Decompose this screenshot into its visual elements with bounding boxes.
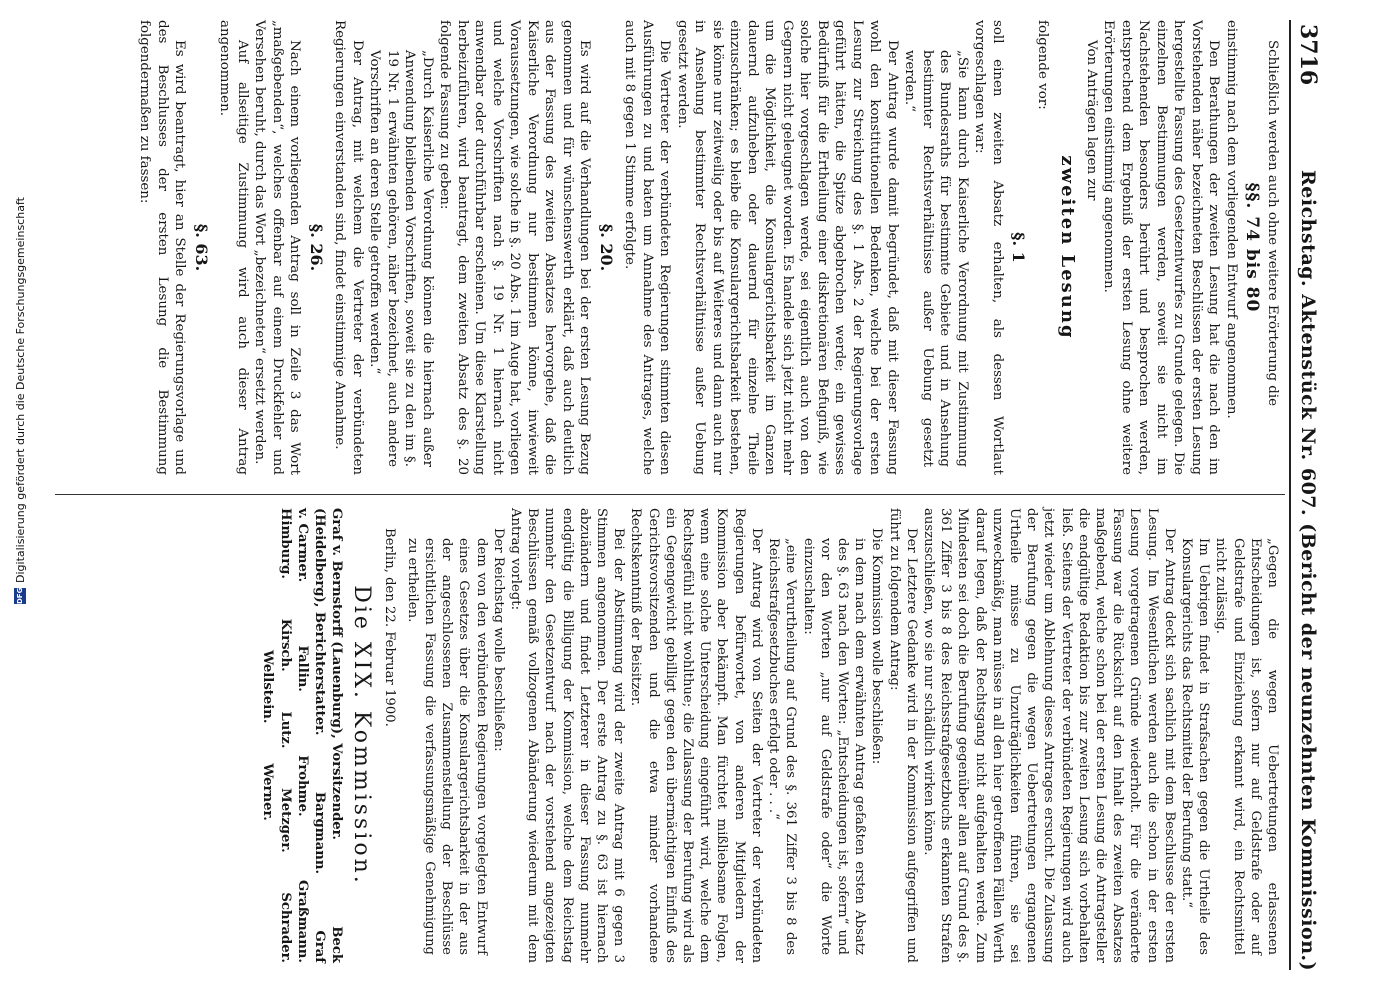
- signature: Werner.: [260, 763, 276, 821]
- left-column: [136, 20, 1281, 475]
- commission-title: Die XIX. Kommission.: [349, 585, 375, 886]
- paragraph: Der Antrag deckt sich sachlich mit dem Beschlusse der ersten Lesung. Im Wesentlichen werden auch die schon in der ersten Lesung vorgetragenen Gründe wiederholt. Für die veränderte Fassung war die Rücksicht auf den Inhalt des zweiten Absatzes maßgebend, welche schon bei der ersten Lesung die Antragsteller die endgültige Redaktion bis zur zweiten Lesung sich vorbehalten ließ. Seitens der Vertreter der verbündeten Regierungen wird auch jetzt wieder um Ablehnung dieses Antrages ersucht. Die Zulassung der Berufung gegen die wegen Uebertretungen ergangenen Urtheile müsse zu Unzuträglichkeiten führen, sie sei unzweckmäßig, man müsse in all den hier getroffenen Fällen Werth darauf legen, daß der Rechtsgang nicht aufgehalten werde. Zum Mindesten sei doch die Berufung gegenüber allen auf Grund des §. 361 Ziffer 3 bis 8 des Reichsstrafgesetzbuchs erkannten Strafen auszuschließen, wo sie nur schädlich wirken könne.: [920, 508, 1177, 963]
- paragraph: Die Kommission wolle beschließen:: [869, 528, 885, 765]
- signature: Graf v. Bernstorff (Lauenburg), Vorsitzender.: [329, 508, 345, 841]
- newspaper-sheet: [50, 20, 1325, 970]
- signature: Metzger.: [277, 788, 293, 853]
- paragraph: Der Antrag wird von Seiten der Vertreter der verbündeten Regierungen befürwortet, von anderen Mitgliedern der Kommission aber bekämpft. Man fürchtet mißliebsame Folgen, wenn eine solche Unterscheidung eingeführt wird, welche dem Rechtsgefühl nicht wohlthue; die Zulassung der Berufung wird als ein Gegengewicht gebilligt gegen den übermächtigen Einfluß des Gerichtsvorsitzenden und die etwa minder vorhandene Rechtskenntniß der Beisitzer.: [628, 508, 764, 963]
- section-heading: §. 26.: [307, 223, 326, 272]
- signature: (Heidelberg), Berichterstatter.: [312, 508, 328, 736]
- funding-note-text: Digitalisierung gefördert durch die Deutsche Forschungsgemeinschaft: [13, 197, 27, 583]
- paragraph: Der Antrag wurde damit begründet, daß mit dieser Fassung wohl den konstitutionellen Bedenken, welche bei der ersten Lesung zur Streichung des §. 1 Abs. 2 der Regierungsvorlage geführt hätten, die Spitze abgebrochen werde; ein gewisses Bedürfniß für die Ertheilung einer diskretionären Befugniß, wie solche hier vorgeschlagen werde, sei eigentlich auch von den Gegnern nicht geleugnet worden. Es handele sich jetzt nicht mehr um die Möglichkeit, die Konsulargerichtsbarkeit im Ganzen dauernd aufzuheben oder dauernd für einzelne Theile einzuschränken; es bleibe die Konsulargerichtsbarkeit bestehen, sie könne nur zeitweilig oder bis auf Weiteres und dann auch nur in Ansehung bestimmter Rechtsverhältnisse außer Uebung gesetzt werden.: [675, 20, 900, 475]
- dateline: Berlin, den 22. Februar 1900.: [381, 528, 397, 727]
- signature: Graßmann.: [294, 879, 310, 963]
- funding-note: [10, 0, 30, 604]
- paragraph: Auf allseitige Zustimmung wird auch dieser Antrag angenommen.: [217, 20, 250, 475]
- paragraph: Nach einem vorliegenden Antrag soll in Zeile 3 das Wort „maßgebenden“, welches offenbar auf einem Druckfehler und Versehen beruht, durch das Wort „bezeichneten“ ersetzt werden.: [252, 20, 303, 475]
- right-column: [259, 508, 1281, 963]
- paragraph: Schließlich werden auch ohne weitere Erörterung die: [1265, 40, 1280, 407]
- section-heading: §. 1: [1009, 232, 1029, 263]
- paragraph: Bei der Abstimmung wird der zweite Antrag mit 6 gegen 3 Stimmen angenommen. Der erste Antrag zu §. 63 ist hiernach abzuändern und findet Letzterer in dieser Fassung nunmehr endgültig die Billigung der Kommission, welche dem Reichstag nunmehr den Gesetzentwurf nach der vorstehend angezeigten Beschlüssen gemäß vollzogenen Abänderung wiederum mit dem Antrag vorlegt:: [508, 508, 627, 963]
- paragraph: einstimmig nach dem vorliegenden Entwurf angenommen.: [1224, 20, 1239, 419]
- signature: Kirsch.: [277, 618, 293, 672]
- signature: Frohme.: [294, 755, 310, 817]
- quoted-text: in dem nach dem erwähnten Antrag gefaßten ersten Absatz des §. 63 nach den Worten: „Entscheidungen ist, sofern“ und vor den Worten „nur auf Geldstrafe oder“ die Worte einzuschalten:: [800, 538, 868, 955]
- paragraph: Der Letztere Gedanke wird in der Kommission aufgegriffen und führt zu folgendem Antrag:: [886, 508, 919, 963]
- section-heading: zweiten Lesung: [1057, 155, 1079, 340]
- column-divider: [55, 494, 1285, 495]
- quoted-text: „Gegen die wegen Uebertretungen erlassenen Entscheidungen ist, sofern nur auf Geldstrafe oder auf Geldstrafe und Einziehung erkannt wird, ein Rechtsmittel nicht zulässig.: [1213, 538, 1280, 955]
- paragraph: Es wird auf die Verhandlungen bei der ersten Lesung Bezug genommen und für wünschenswerth erklärt, daß auch deutlich aus der Fassung des zweiten Absatzes hervorgehe, daß die Kaiserliche Verordnung nur bestimmen könne, inwieweit Voraussetzungen, wie solche in §. 20 Abs. 1 im Auge hat, vorliegen und welche Vorschriften nach §. 19 Nr. 1 hiernach nicht anwendbar oder durchführbar erscheinen. Um diese Klarstellung herbeizuführen, wird beantragt, dem zweiten Absatz des §. 20 folgende Fassung zu geben:: [437, 20, 593, 475]
- quoted-text: „eine Verurtheilung auf Grund des §. 361 Ziffer 3 bis 8 des Reichsstrafgesetzbuches erfolgt oder . . .“: [766, 538, 799, 955]
- paragraph: Es wird beantragt, hier an Stelle der Regierungsvorlage und des Beschlusses der ersten Lesung die Bestimmung folgendermaßen zu fassen:: [137, 20, 188, 475]
- paragraph: folgende vor:: [1035, 20, 1050, 110]
- dfg-logo-icon: DFG: [16, 587, 24, 604]
- section-heading: §§. 74 bis 80: [1242, 182, 1263, 313]
- paragraph: Von Anträgen lagen zur: [1084, 40, 1099, 201]
- section-heading: §. 20.: [597, 223, 616, 272]
- quoted-text: „Sie kann durch Kaiserliche Verordnung mit Zustimmung des Bundesraths für bestimmte Gebiete und in Ansehung bestimmter Rechtsverhältnisse außer Uebung gesetzt werden.“: [902, 50, 970, 467]
- signature: Bargmann.: [312, 791, 328, 875]
- signature: Lutz.: [277, 711, 293, 749]
- quoted-text: „Durch Kaiserliche Verordnung können die hiernach außer Anwendung bleibenden Vorschriften, soweit sie zu den im §. 19 Nr. 1 erwähnten gehören, näher bezeichnet, auch andere Vorschriften an deren Stelle getroffen werden.“: [367, 50, 435, 467]
- quoted-text: dem von den verbündeten Regierungen vorgelegten Entwurf eines Gesetzes über die Konsulargerichtsbarkeit in der aus der angeschlossenen Zusammenstellung der Beschlüsse ersichtlichen Fassung die verfassungsmäßige Genehmigung zu ertheilen.: [404, 538, 489, 955]
- quoted-text: Im Uebrigen findet in Strafsachen gegen die Urtheile des Konsulargerichts das Rechtsmittel der Berufung statt.“: [1178, 538, 1212, 955]
- section-heading: §. 63.: [192, 223, 211, 272]
- page-number: 3716: [1295, 24, 1321, 86]
- signature: v. Carmer.: [294, 508, 310, 583]
- signatures: [259, 508, 345, 963]
- signature: Himburg.: [277, 508, 293, 579]
- signature: Graf: [312, 930, 328, 963]
- paragraph: Den Berathungen der zweiten Lesung hat die nach den im Vorstehenden näher bezeichneten Beschlüssen der ersten Lesung hergestellte Fassung des Gesetzentwurfes zu Grunde gelegen. Die einzelnen Bestimmungen werden, soweit sie nicht im Nachstehenden besonders berührt und besprochen werden, entsprechend dem Ergebniß der ersten Lesung ohne weitere Erörterungen einstimmig angenommen.: [1101, 20, 1222, 475]
- masthead: [1289, 20, 1325, 970]
- signature: Schrader.: [277, 892, 293, 963]
- paragraph: Der Reichstag wolle beschließen:: [490, 528, 506, 752]
- paragraph: Der Antrag, mit welchem die Vertreter der verbündeten Regierungen einverstanden sind, findet einstimmige Annahme.: [332, 20, 365, 475]
- page-title: Reichstag. Aktenstück Nr. 607. (Bericht der neunzehnten Kommission.): [1297, 170, 1319, 972]
- signature: Fallin.: [294, 645, 310, 692]
- paragraph: soll einen zweiten Absatz erhalten, als dessen Wortlaut vorgeschlagen war:: [972, 20, 1005, 475]
- paragraph: Die Vertreter der verbündeten Regierungen stimmten diesen Ausführungen zu und baten um Annahme des Antrages, welche auch mit 8 gegen 1 Stimme erfolgte.: [622, 20, 673, 475]
- signature: Wellstein.: [260, 650, 276, 724]
- signature: Beck: [329, 926, 345, 963]
